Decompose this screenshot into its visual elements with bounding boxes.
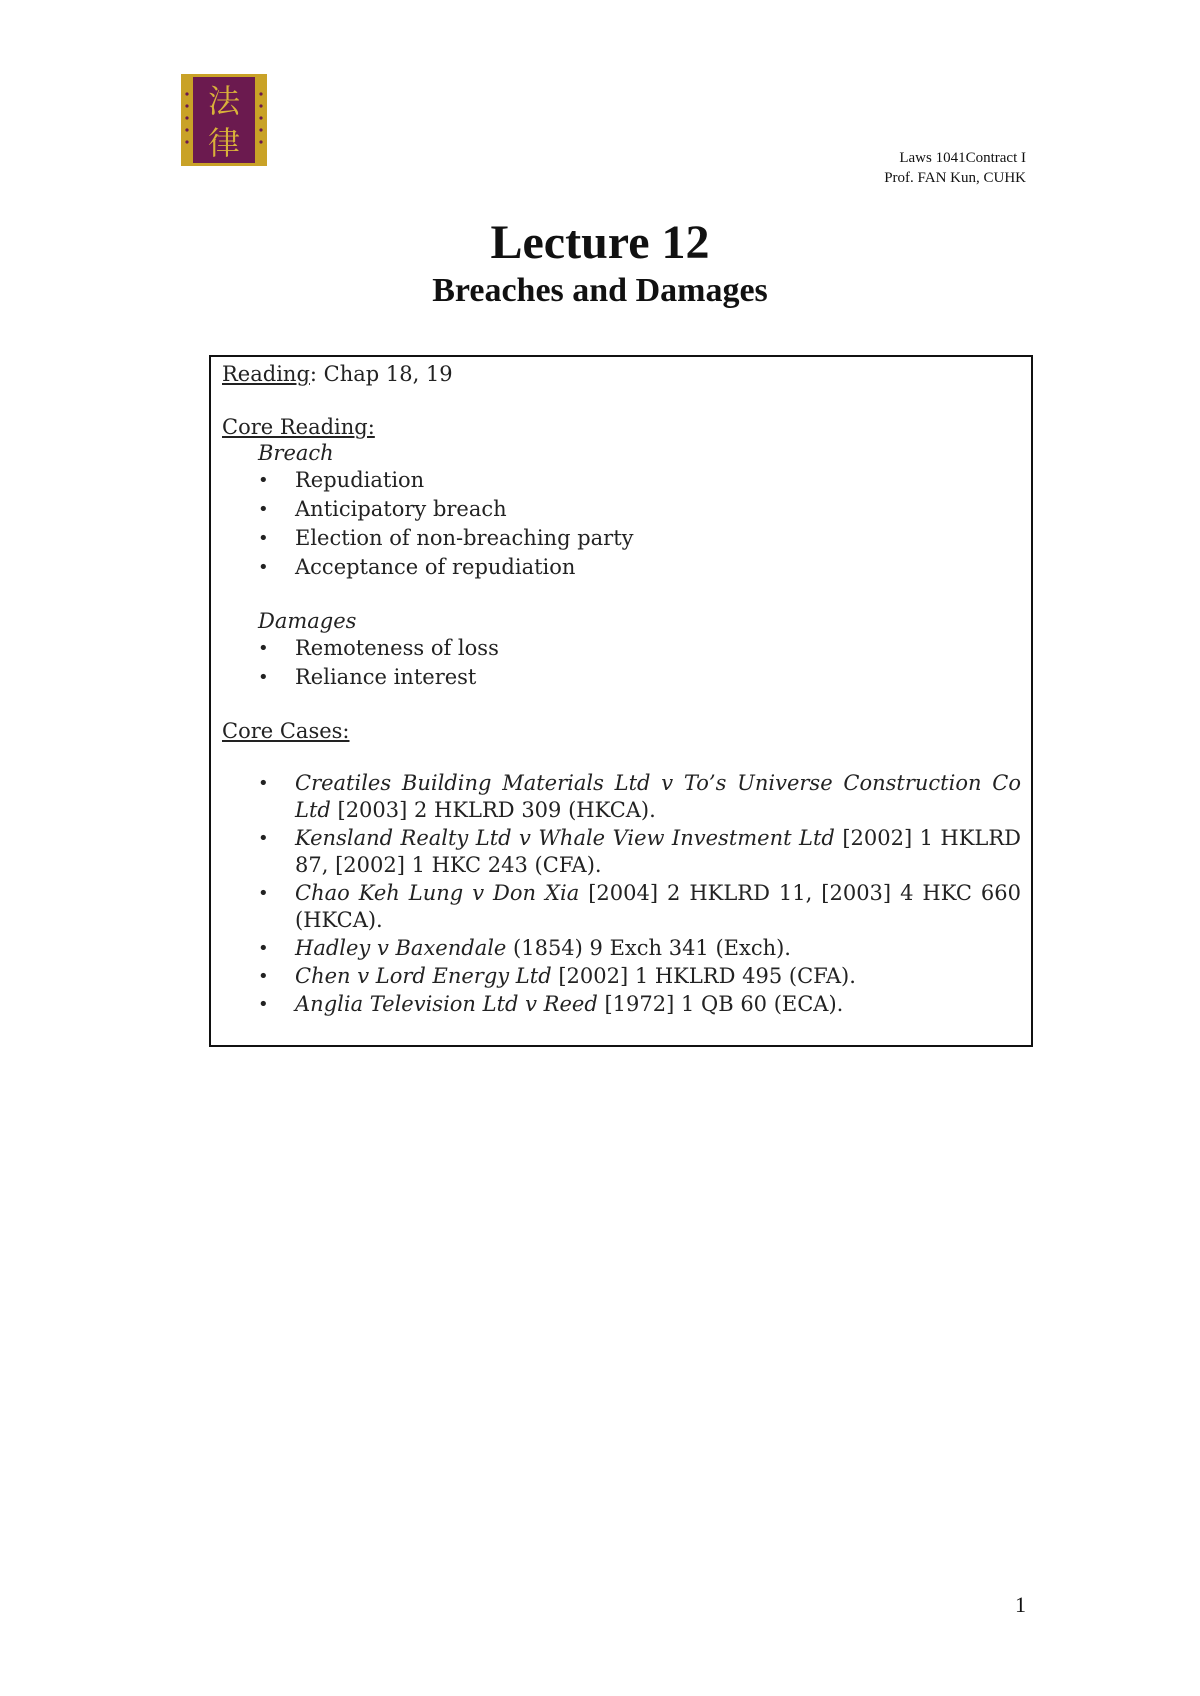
case-item: • Creatiles Building Materials Ltd v To’s Universe Construction Co Ltd [2003] 2 HKLRD 309 (HKCA). <box>258 771 1021 822</box>
case-name: Kensland Realty Ltd v Whale View Investment Ltd <box>295 826 835 850</box>
case-citation: [2002] 1 HKLRD 87, [2002] 1 HKC 243 (CFA). <box>295 826 1022 877</box>
case-item: • Hadley v Baxendale (1854) 9 Exch 341 (Exch). <box>258 936 791 960</box>
list-item: • Anticipatory breach <box>258 497 507 521</box>
professor-name: Prof. FAN Kun, CUHK <box>884 170 1026 186</box>
core-reading-label: Core Reading: <box>222 415 375 439</box>
cases-list <box>222 770 1021 1018</box>
breach-heading: Breach <box>258 441 334 465</box>
course-code: Laws 1041Contract I <box>899 150 1026 166</box>
case-item: • Kensland Realty Ltd v Whale View Investment Ltd [2002] 1 HKLRD 87, [2002] 1 HKC 243 (CFA). <box>258 826 1022 877</box>
list-item: • Repudiation <box>258 468 425 492</box>
law-seal-icon <box>181 74 267 166</box>
reading-value: : Chap 18, 19 <box>309 362 453 386</box>
page-subtitle: Breaches and Damages <box>432 272 768 309</box>
law-seal-logo <box>181 74 267 166</box>
logo-char-2: 律 <box>207 124 241 162</box>
case-item: • Chen v Lord Energy Ltd [2002] 1 HKLRD 495 (CFA). <box>258 964 856 988</box>
case-item: • Anglia Television Ltd v Reed [1972] 1 QB 60 (ECA). <box>258 992 844 1016</box>
reading-line <box>222 361 1021 387</box>
list-item: • Election of non-breaching party <box>258 526 634 550</box>
reading-box <box>209 355 1033 1047</box>
list-item: • Acceptance of repudiation <box>258 555 576 579</box>
case-citation: [1972] 1 QB 60 (ECA). <box>597 992 844 1016</box>
logo-char-1: 法 <box>207 82 241 120</box>
case-name: Chao Keh Lung v Don Xia <box>295 881 580 905</box>
case-name: Hadley v Baxendale <box>295 936 507 960</box>
damages-list <box>222 634 1021 692</box>
case-name: Creatiles Building Materials Ltd v To’s Universe Construction Co Ltd <box>295 771 1021 822</box>
header-meta <box>884 148 1026 188</box>
reading-label: Reading <box>222 362 310 386</box>
list-item: • Remoteness of loss <box>258 636 499 660</box>
core-cases-label: Core Cases: <box>222 719 350 743</box>
case-citation: [2004] 2 HKLRD 11, [2003] 4 HKC 660 (HKCA). <box>295 881 1021 932</box>
case-item: • Chao Keh Lung v Don Xia [2004] 2 HKLRD 11, [2003] 4 HKC 660 (HKCA). <box>258 881 1021 932</box>
case-citation: [2002] 1 HKLRD 495 (CFA). <box>551 964 856 988</box>
case-citation: [2003] 2 HKLRD 309 (HKCA). <box>330 798 656 822</box>
page-title: Lecture 12 <box>490 216 710 269</box>
case-citation: (1854) 9 Exch 341 (Exch). <box>506 936 791 960</box>
page-number: 1 <box>1015 1592 1026 1617</box>
case-name: Anglia Television Ltd v Reed <box>295 992 598 1016</box>
breach-list <box>222 466 1021 582</box>
case-name: Chen v Lord Energy Ltd <box>295 964 552 988</box>
damages-heading: Damages <box>258 609 357 633</box>
title-block <box>0 214 1200 312</box>
list-item: • Reliance interest <box>258 665 477 689</box>
